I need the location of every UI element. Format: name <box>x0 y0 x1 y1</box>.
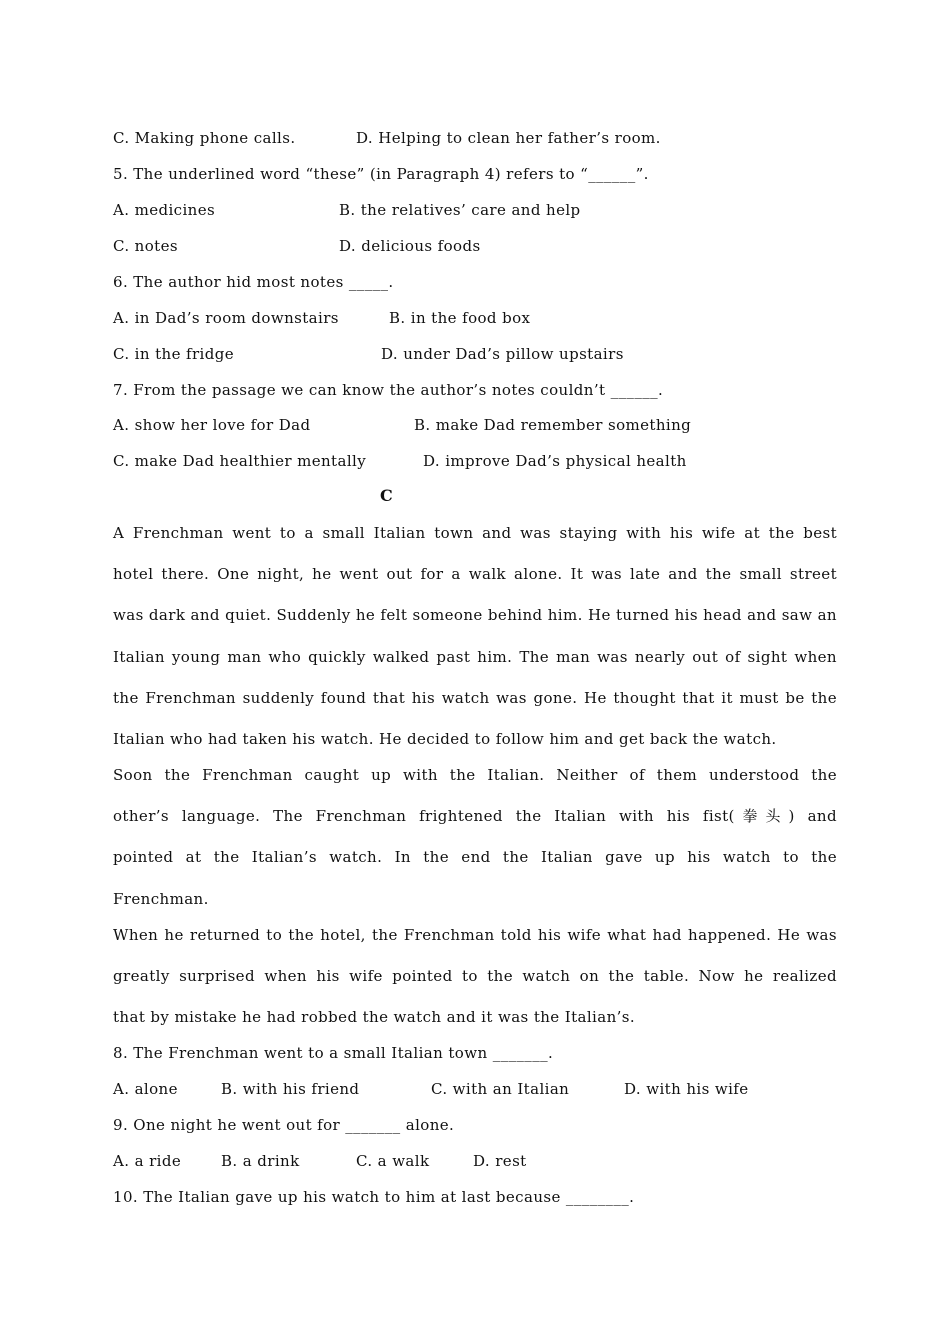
q4-option-d: D. Helping to clean her father’s room. <box>356 129 661 147</box>
passage-line: A Frenchman went to a small Italian town and was staying with his wife at the best <box>113 524 837 542</box>
q9-option-c: C. a walk <box>356 1152 430 1170</box>
q8-stem: 8. The Frenchman went to a small Italian town _______. <box>113 1044 554 1062</box>
q6-option-c: C. in the fridge <box>113 345 235 363</box>
q9-option-b: B. a drink <box>221 1152 300 1170</box>
passage-line: Soon the Frenchman caught up with the Italian. Neither of them understood the <box>113 766 837 784</box>
q5-option-d: D. delicious foods <box>339 237 481 255</box>
q8-option-b: B. with his friend <box>221 1080 360 1098</box>
q7-option-c: C. make Dad healthier mentally <box>113 452 367 470</box>
q8-option-c: C. with an Italian <box>431 1080 570 1098</box>
q4-option-c: C. Making phone calls. <box>113 129 296 147</box>
q8-option-a: A. alone <box>113 1080 178 1098</box>
q5-option-c: C. notes <box>113 237 178 255</box>
passage-line: was dark and quiet. Suddenly he felt someone behind him. He turned his head and saw an <box>113 606 837 624</box>
q5-option-b: B. the relatives’ care and help <box>339 201 581 219</box>
passage-line: the Frenchman suddenly found that his watch was gone. He thought that it must be the <box>113 689 837 707</box>
q9-option-a: A. a ride <box>113 1152 182 1170</box>
q7-option-d: D. improve Dad’s physical health <box>423 452 687 470</box>
q7-stem: 7. From the passage we can know the author’s notes couldn’t ______. <box>113 381 664 399</box>
q10-stem: 10. The Italian gave up his watch to him at last because ________. <box>113 1188 635 1206</box>
q6-option-d: D. under Dad’s pillow upstairs <box>381 345 624 363</box>
q6-option-b: B. in the food box <box>389 309 531 327</box>
passage-line: that by mistake he had robbed the watch and it was the Italian’s. <box>113 1008 636 1026</box>
q7-option-b: B. make Dad remember something <box>414 416 692 434</box>
passage-line: Frenchman. <box>113 890 209 908</box>
q5-stem: 5. The underlined word “these” (in Paragraph 4) refers to “______”. <box>113 165 649 183</box>
section-heading: C <box>380 486 394 505</box>
q8-option-d: D. with his wife <box>624 1080 749 1098</box>
q6-option-a: A. in Dad’s room downstairs <box>113 309 339 327</box>
q9-stem: 9. One night he went out for _______ alone. <box>113 1116 455 1134</box>
q6-stem: 6. The author hid most notes _____. <box>113 273 394 291</box>
passage-line: Italian who had taken his watch. He decided to follow him and get back the watch. <box>113 730 777 748</box>
passage-line: pointed at the Italian’s watch. In the end the Italian gave up his watch to the <box>113 848 837 866</box>
passage-line: greatly surprised when his wife pointed to the watch on the table. Now he realized <box>113 967 837 985</box>
passage-line: other’s language. The Frenchman frightened the Italian with his fist(拳头) and <box>113 807 837 825</box>
q5-option-a: A. medicines <box>113 201 216 219</box>
passage-line: When he returned to the hotel, the Frenchman told his wife what had happened. He was <box>113 926 837 944</box>
q9-option-d: D. rest <box>473 1152 527 1170</box>
q7-option-a: A. show her love for Dad <box>113 416 311 434</box>
passage-line: hotel there. One night, he went out for a walk alone. It was late and the small street <box>113 565 837 583</box>
passage-line: Italian young man who quickly walked past him. The man was nearly out of sight when <box>113 648 837 666</box>
